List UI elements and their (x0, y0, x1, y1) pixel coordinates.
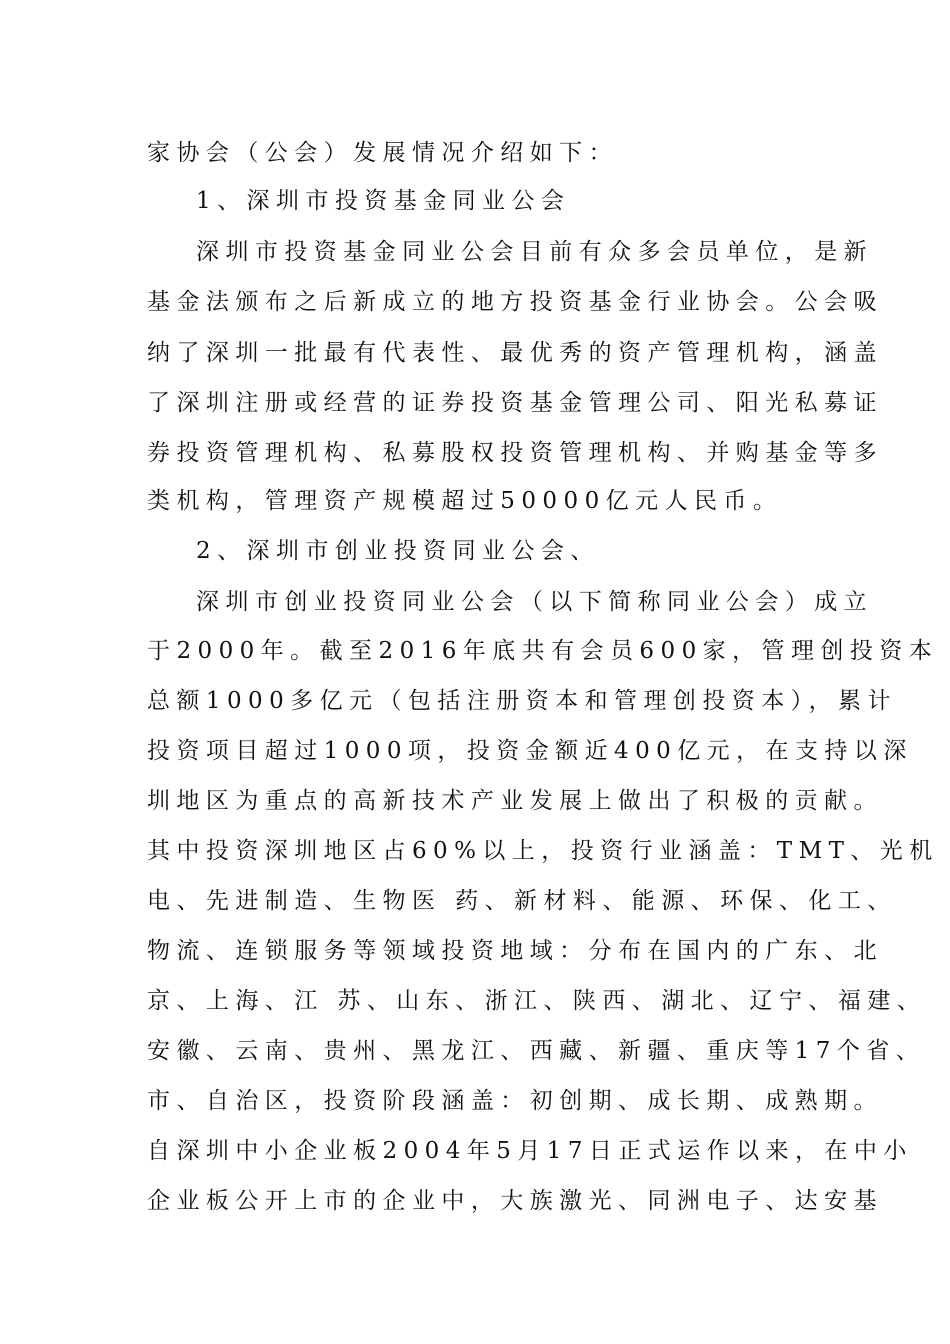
section-heading: 2、深圳市创业投资同业公会、 (196, 538, 600, 564)
section-heading: 1、深圳市投资基金同业公会 (196, 188, 571, 214)
text-line: 基金法颁布之后新成立的地方投资基金行业协会。公会吸 (147, 289, 883, 315)
text-line: 企业板公开上市的企业中，大族激光、同洲电子、达安基 (147, 1188, 883, 1214)
text-line: 深圳市投资基金同业公会目前有众多会员单位，是新 (196, 239, 874, 265)
text-line: 总额1000多亿元（包括注册资本和管理创投资本），累计 (147, 688, 897, 714)
text-line: 安徽、云南、贵州、黑龙江、西藏、新疆、重庆等17个省、 (147, 1038, 926, 1064)
text-line: 了深圳注册或经营的证券投资基金管理公司、阳光私募证 (147, 390, 883, 416)
text-line: 券投资管理机构、私募股权投资管理机构、并购基金等多 (147, 440, 883, 466)
text-line: 深圳市创业投资同业公会（以下简称同业公会）成立 (196, 589, 874, 615)
text-line: 圳地区为重点的高新技术产业发展上做出了积极的贡献。 (147, 788, 883, 814)
text-line: 市、自治区，投资阶段涵盖：初创期、成长期、成熟期。 (147, 1088, 883, 1114)
text-line: 家协会（公会）发展情况介绍如下： (147, 140, 619, 166)
text-line: 投资项目超过1000项，投资金额近400亿元，在支持以深 (147, 738, 913, 764)
text-line: 纳了深圳一批最有代表性、最优秀的资产管理机构，涵盖 (147, 340, 883, 366)
text-line: 电、先进制造、生物医 药、新材料、能源、环保、化工、 (147, 888, 897, 914)
text-line: 物流、连锁服务等领域投资地域：分布在国内的广东、北 (147, 938, 883, 964)
text-line: 自深圳中小企业板2004年5月17日正式运作以来，在中小 (147, 1138, 913, 1164)
text-line: 其中投资深圳地区占60%以上，投资行业涵盖：TMT、光机 (147, 838, 939, 864)
text-line: 类机构，管理资产规模超过50000亿元人民币。 (147, 488, 783, 514)
text-line: 京、上海、江 苏、山东、浙江、陕西、湖北、辽宁、福建、 (147, 988, 927, 1014)
text-line: 于2000年。截至2016年底共有会员600家，管理创投资本 (147, 638, 939, 664)
